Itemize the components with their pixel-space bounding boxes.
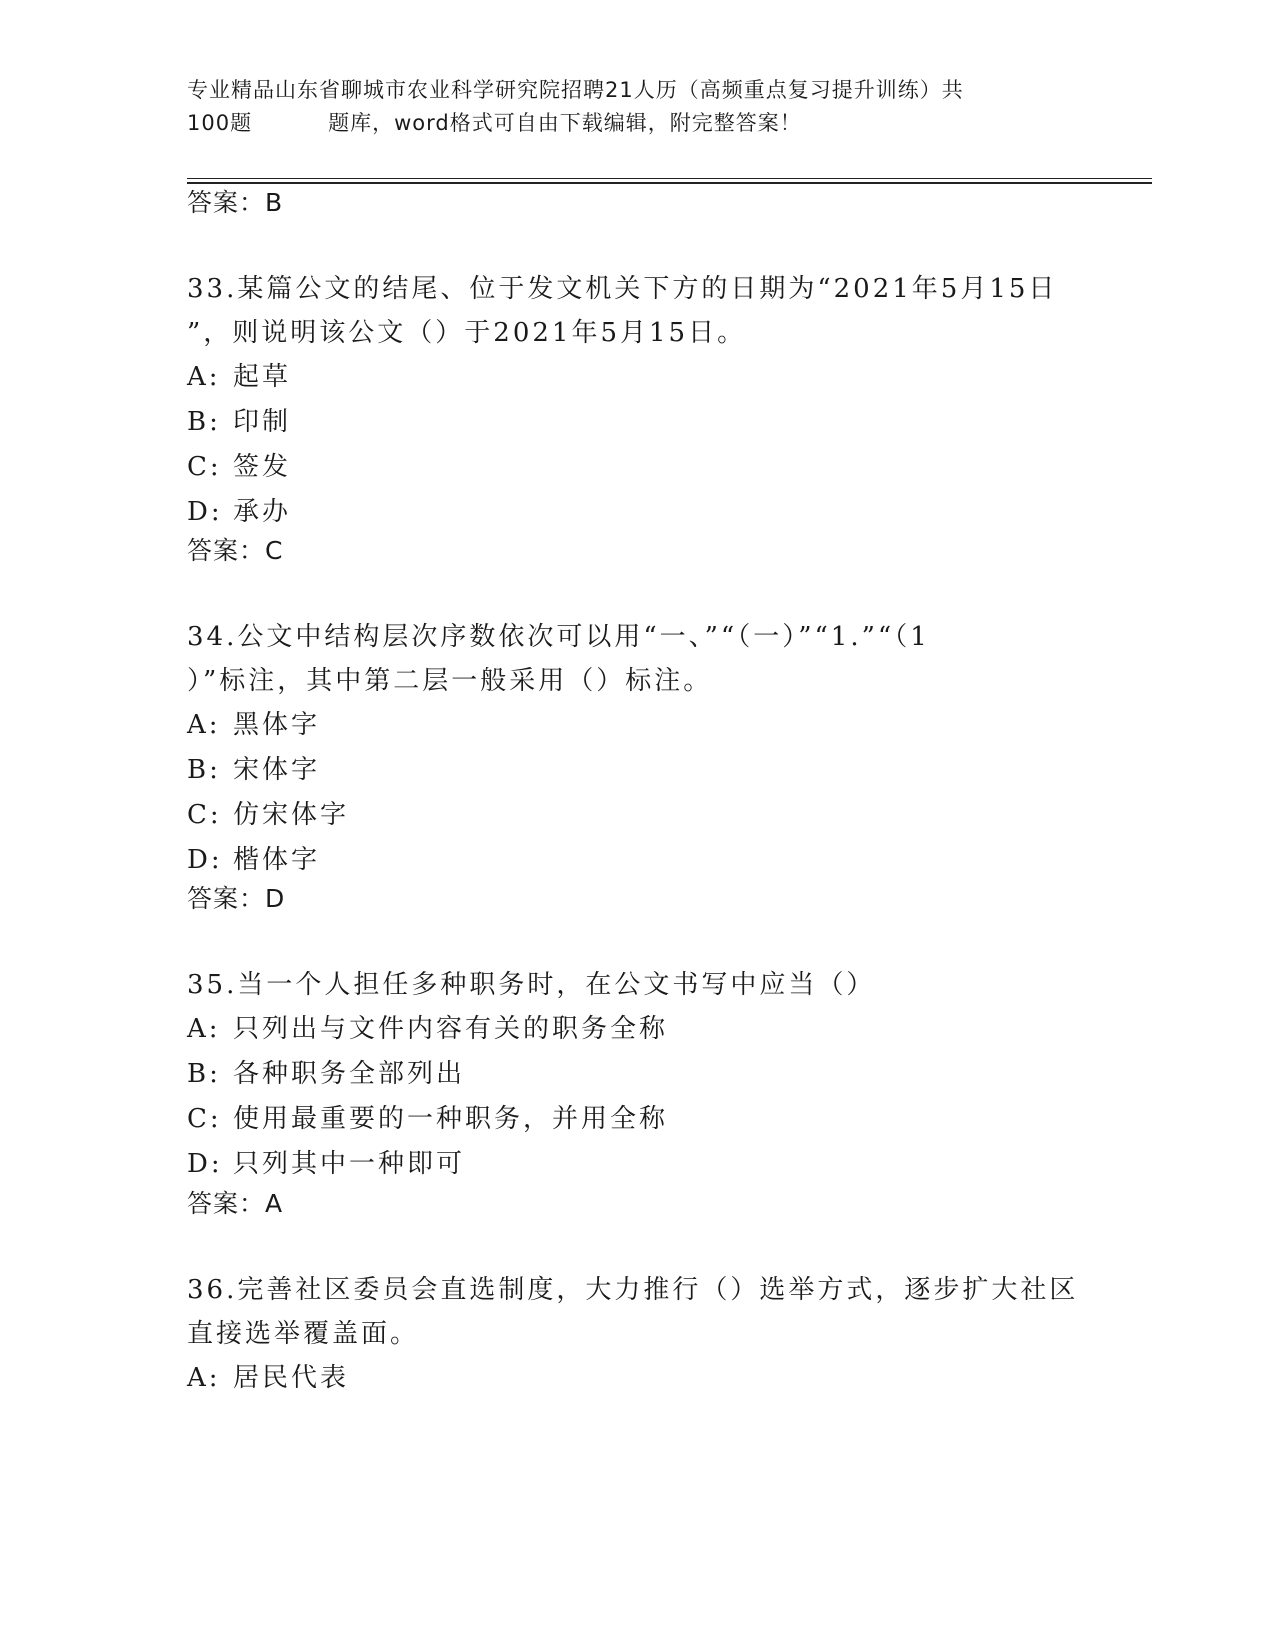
- document-header: [187, 74, 1087, 140]
- question-36-text-line-2: 直接选举覆盖面。: [187, 1319, 420, 1349]
- option-34-c: [187, 793, 1087, 838]
- option-text: 印制: [233, 407, 292, 437]
- question-34-text-line-1: 34.公文中结构层次序数依次可以用“一、”“（一）”“1.”“（1: [187, 622, 930, 652]
- option-text: 仿宋体字: [233, 800, 350, 830]
- option-35-b: [187, 1052, 1087, 1097]
- option-label: B:: [187, 1059, 221, 1089]
- question-35-text-line-1: 35.当一个人担任多种职务时，在公文书写中应当（）: [187, 970, 876, 1000]
- answer-34: 答案：D: [187, 884, 286, 913]
- option-text: 黑体字: [233, 710, 321, 740]
- option-text: 只列其中一种即可: [233, 1149, 466, 1179]
- answer-32: 答案：B: [187, 188, 284, 217]
- header-count: 100题: [187, 111, 253, 135]
- option-34-b: [187, 748, 1087, 793]
- option-33-a: [187, 355, 1087, 400]
- header-rule-thin: [187, 178, 1152, 179]
- question-34-text-line-2: ）”标注，其中第二层一般采用（）标注。: [187, 666, 713, 696]
- option-33-b: [187, 400, 1087, 445]
- option-text: 各种职务全部列出: [233, 1059, 466, 1089]
- option-text: 宋体字: [233, 755, 321, 785]
- answer-33: 答案：C: [187, 536, 284, 565]
- option-text: 使用最重要的一种职务，并用全称: [233, 1104, 669, 1134]
- option-36-a: [187, 1356, 1087, 1401]
- question-36: [187, 1268, 1087, 1401]
- question-33-text-line-2: ”，则说明该公文（）于2021年5月15日。: [187, 318, 747, 348]
- option-label: B:: [187, 407, 221, 437]
- header-rule-thick: [187, 182, 1152, 184]
- option-34-a: [187, 703, 1087, 748]
- option-label: D:: [187, 1149, 223, 1179]
- question-36-text-line-1: 36.完善社区委员会直选制度，大力推行（）选举方式，逐步扩大社区: [187, 1275, 1079, 1305]
- option-text: 签发: [233, 452, 292, 482]
- answer-35: 答案：A: [187, 1189, 284, 1218]
- option-35-c: [187, 1097, 1087, 1142]
- option-label: C:: [187, 1104, 222, 1134]
- option-text: 只列出与文件内容有关的职务全称: [233, 1014, 669, 1044]
- option-34-d: [187, 838, 1087, 883]
- question-34: [187, 615, 1087, 883]
- option-label: A:: [187, 1014, 221, 1044]
- option-33-d: [187, 490, 1087, 535]
- question-33-text-line-1: 33.某篇公文的结尾、位于发文机关下方的日期为“2021年5月15日: [187, 274, 1058, 304]
- option-35-a: [187, 1007, 1087, 1052]
- option-label: C:: [187, 452, 222, 482]
- option-label: B:: [187, 755, 221, 785]
- option-text: 楷体字: [233, 845, 321, 875]
- header-description: 题库，word格式可自由下载编辑，附完整答案！: [328, 111, 802, 135]
- header-line-2: [187, 107, 1087, 140]
- option-label: D:: [187, 845, 223, 875]
- question-35: [187, 963, 1087, 1187]
- option-33-c: [187, 445, 1087, 490]
- question-33: [187, 267, 1087, 535]
- header-line-1: 专业精品山东省聊城市农业科学研究院招聘21人历（高频重点复习提升训练）共: [187, 78, 964, 102]
- option-label: A:: [187, 362, 221, 392]
- option-text: 承办: [233, 497, 292, 527]
- option-text: 起草: [233, 362, 292, 392]
- option-label: C:: [187, 800, 222, 830]
- option-label: A:: [187, 710, 221, 740]
- option-label: D:: [187, 497, 223, 527]
- option-label: A:: [187, 1363, 221, 1393]
- option-35-d: [187, 1142, 1087, 1187]
- option-text: 居民代表: [233, 1363, 350, 1393]
